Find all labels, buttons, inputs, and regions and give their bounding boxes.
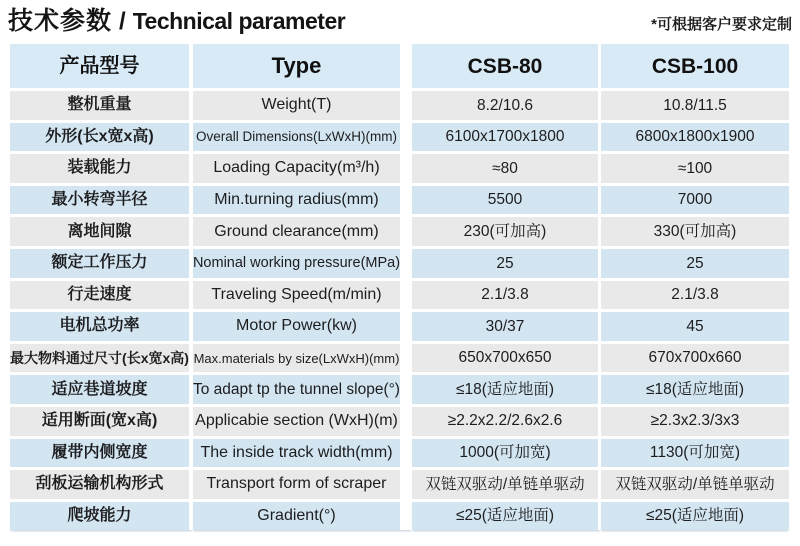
row-label-en: Loading Capacity(m³/h) xyxy=(193,154,412,183)
value-csb-80: 230(可加高) xyxy=(412,217,601,246)
title-divider: / xyxy=(119,8,126,35)
value-csb-100: ≈100 xyxy=(601,154,789,183)
row-label-en: Gradient(°) xyxy=(193,502,412,531)
value-csb-100: 6800x1800x1900 xyxy=(601,123,789,152)
row-label-cn: 电机总功率 xyxy=(10,312,193,341)
row-label-en: Motor Power(kw) xyxy=(193,312,412,341)
page-header xyxy=(0,0,800,44)
row-label-cn: 爬坡能力 xyxy=(10,502,193,531)
row-label-cn: 最大物料通过尺寸(长x宽x高) xyxy=(10,344,193,373)
row-label-en: Ground clearance(mm) xyxy=(193,217,412,246)
value-csb-100: 45 xyxy=(601,312,789,341)
row-label-cn: 外形(长x宽x高) xyxy=(10,123,193,152)
row-label-cn: 刮板运输机构形式 xyxy=(10,470,193,499)
value-csb-80: 6100x1700x1800 xyxy=(412,123,601,152)
row-label-cn: 履带内侧宽度 xyxy=(10,439,193,468)
value-csb-80: 1000(可加宽) xyxy=(412,439,601,468)
value-csb-80: 30/37 xyxy=(412,312,601,341)
value-csb-100: 2.1/3.8 xyxy=(601,281,789,310)
row-label-cn: 额定工作压力 xyxy=(10,249,193,278)
row-label-en: Min.turning radius(mm) xyxy=(193,186,412,215)
page-title-cn: 技术参数 xyxy=(8,7,113,35)
value-csb-80: 双链双驱动/单链单驱动 xyxy=(412,470,601,499)
technical-parameter-table xyxy=(10,44,789,530)
row-label-cn: 适用断面(宽x高) xyxy=(10,407,193,436)
value-csb-80: 2.1/3.8 xyxy=(412,281,601,310)
value-csb-100: 330(可加高) xyxy=(601,217,789,246)
row-label-cn: 最小转弯半径 xyxy=(10,186,193,215)
col-header-type: Type xyxy=(193,44,412,88)
value-csb-100: ≥2.3x2.3/3x3 xyxy=(601,407,789,436)
value-csb-100: 1130(可加宽) xyxy=(601,439,789,468)
row-label-en: Weight(T) xyxy=(193,91,412,120)
value-csb-100: 7000 xyxy=(601,186,789,215)
row-label-en: To adapt tp the tunnel slope(°) xyxy=(193,375,412,404)
value-csb-100: 25 xyxy=(601,249,789,278)
value-csb-80: 650x700x650 xyxy=(412,344,601,373)
value-csb-80: 5500 xyxy=(412,186,601,215)
col-header-csb-80: CSB-80 xyxy=(412,44,601,88)
customization-note: *可根据客户要求定制 xyxy=(651,16,792,33)
col-header-model: 产品型号 xyxy=(10,44,193,88)
value-csb-80: ≥2.2x2.2/2.6x2.6 xyxy=(412,407,601,436)
value-csb-80: ≈80 xyxy=(412,154,601,183)
page-title-en: Technical parameter xyxy=(132,8,346,34)
value-csb-100: ≤18(适应地面) xyxy=(601,375,789,404)
row-label-en: Applicabie section (WxH)(m) xyxy=(193,407,412,436)
col-header-csb-100: CSB-100 xyxy=(601,44,789,88)
row-label-en: Nominal working pressure(MPa) xyxy=(193,249,412,278)
value-csb-100: ≤25(适应地面) xyxy=(601,502,789,531)
page-title xyxy=(8,1,345,37)
value-csb-100: 双链双驱动/单链单驱动 xyxy=(601,470,789,499)
row-label-en: Overall Dimensions(LxWxH)(mm) xyxy=(193,123,412,152)
value-csb-80: 25 xyxy=(412,249,601,278)
value-csb-80: ≤18(适应地面) xyxy=(412,375,601,404)
value-csb-80: ≤25(适应地面) xyxy=(412,502,601,531)
row-label-en: Transport form of scraper xyxy=(193,470,412,499)
row-label-cn: 适应巷道坡度 xyxy=(10,375,193,404)
row-label-cn: 整机重量 xyxy=(10,91,193,120)
value-csb-100: 10.8/11.5 xyxy=(601,91,789,120)
row-label-en: The inside track width(mm) xyxy=(193,439,412,468)
row-label-en: Traveling Speed(m/min) xyxy=(193,281,412,310)
row-label-cn: 离地间隙 xyxy=(10,217,193,246)
row-label-en: Max.materials by size(LxWxH)(mm) xyxy=(193,344,412,373)
value-csb-80: 8.2/10.6 xyxy=(412,91,601,120)
row-label-cn: 装载能力 xyxy=(10,154,193,183)
row-label-cn: 行走速度 xyxy=(10,281,193,310)
value-csb-100: 670x700x660 xyxy=(601,344,789,373)
